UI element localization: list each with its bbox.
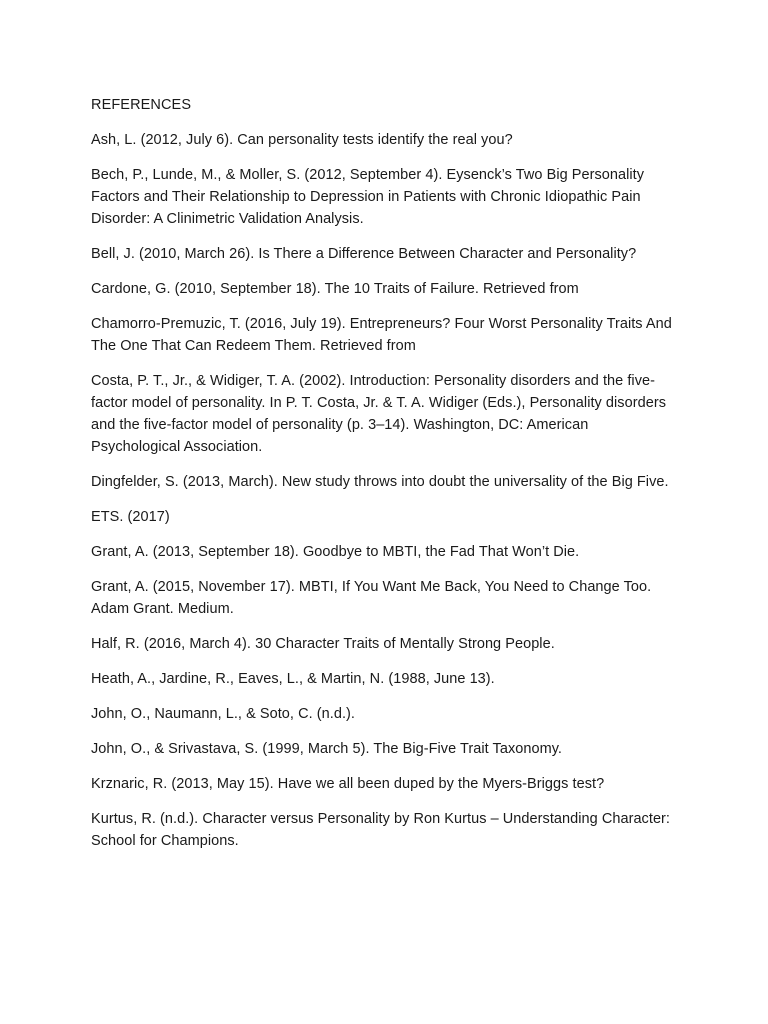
reference-entry-john-srivastava: John, O., & Srivastava, S. (1999, March 5). The Big-Five Trait Taxonomy. xyxy=(91,741,563,757)
reference-entry-bell: Bell, J. (2010, March 26). Is There a Difference Between Character and Personality? xyxy=(91,246,637,262)
reference-entry-kurtus: Kurtus, R. (n.d.). Character versus Personality by Ron Kurtus – Understanding Character: School for Champions. xyxy=(91,811,671,849)
reference-entry-ets: ETS. (2017) xyxy=(91,509,170,525)
reference-entry-grant-2013: Grant, A. (2013, September 18). Goodbye to MBTI, the Fad That Won’t Die. xyxy=(91,544,580,560)
references-heading: REFERENCES xyxy=(91,97,192,113)
reference-entry-half: Half, R. (2016, March 4). 30 Character Traits of Mentally Strong People. xyxy=(91,636,555,652)
reference-entry-cardone: Cardone, G. (2010, September 18). The 10 Traits of Failure. Retrieved from xyxy=(91,281,579,297)
reference-entry-heath: Heath, A., Jardine, R., Eaves, L., & Martin, N. (1988, June 13). xyxy=(91,671,495,687)
reference-entry-bech: Bech, P., Lunde, M., & Moller, S. (2012, September 4). Eysenck’s Two Big Personality Factors and Their Relationship to Depression in Patients with Chronic Idiopathic Pain Disorder: A Clinimetric Validation Analysis. xyxy=(91,167,645,227)
reference-entry-grant-2015: Grant, A. (2015, November 17). MBTI, If You Want Me Back, You Need to Change Too. Adam Grant. Medium. xyxy=(91,579,652,617)
reference-entry-krznaric: Krznaric, R. (2013, May 15). Have we all been duped by the Myers-Briggs test? xyxy=(91,776,605,792)
reference-entry-chamorro-premuzic: Chamorro-Premuzic, T. (2016, July 19). Entrepreneurs? Four Worst Personality Traits And The One That Can Redeem Them. Retrieved from xyxy=(91,316,672,354)
references-section xyxy=(91,94,676,865)
reference-entry-costa: Costa, P. T., Jr., & Widiger, T. A. (2002). Introduction: Personality disorders and the five-factor model of personality. In P. T. Costa, Jr. & T. A. Widiger (Eds.), Personality disorders and the five-factor model of personality (p. 3–14). Washington, DC: American Psychological Association. xyxy=(91,373,667,455)
reference-entry-john-naumann: John, O., Naumann, L., & Soto, C. (n.d.). xyxy=(91,706,355,722)
reference-entry-ash: Ash, L. (2012, July 6). Can personality tests identify the real you? xyxy=(91,132,513,148)
reference-entry-dingfelder: Dingfelder, S. (2013, March). New study throws into doubt the universality of the Big Five. xyxy=(91,474,669,490)
